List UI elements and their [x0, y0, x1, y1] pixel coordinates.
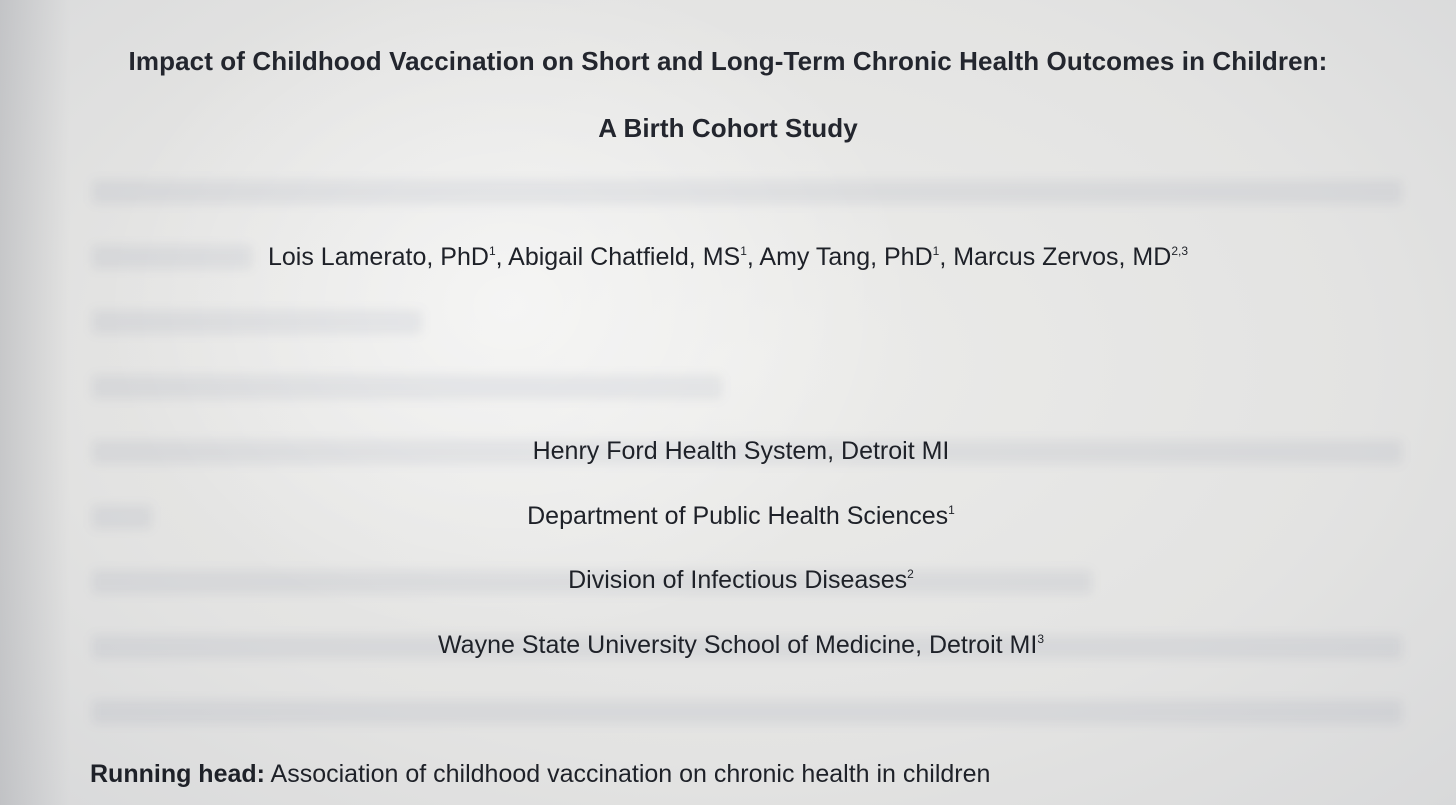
author: Marcus Zervos, MD$^{2,3}$: [953, 243, 1189, 271]
title-line-2: A Birth Cohort Study: [598, 113, 858, 143]
author: Abigail Chatfield, $MS^1$,: [508, 243, 760, 271]
affiliation: Department of Public Health Sciences$^1$: [527, 502, 955, 530]
title-line-1: Impact of Childhood Vaccination on Short and Long-Term Chronic Health Outcomes in Children:: [128, 46, 1328, 76]
author: Amy Tang, PhD$^1$,: [759, 243, 954, 271]
author-list: [0, 243, 1456, 272]
affiliation: Henry Ford Health System, Detroit MI: [532, 437, 950, 465]
affiliation: Division of Infectious Diseases$^2$: [568, 566, 914, 594]
bleed-through-line: [92, 310, 422, 334]
running-head-text: Association of childhood vaccination on chronic health in children: [264, 760, 991, 788]
running-head-label: Running head:: [90, 760, 265, 788]
bleed-through-line: [92, 375, 722, 399]
affiliation: Wayne State University School of Medicine, Detroit $MI^3$: [438, 631, 1044, 659]
running-head: [90, 760, 990, 789]
bleed-through-line: [92, 700, 1402, 724]
author: Lois Lamerato, PhD$^1$,: [267, 243, 509, 271]
bleed-through-line: [92, 180, 1402, 204]
